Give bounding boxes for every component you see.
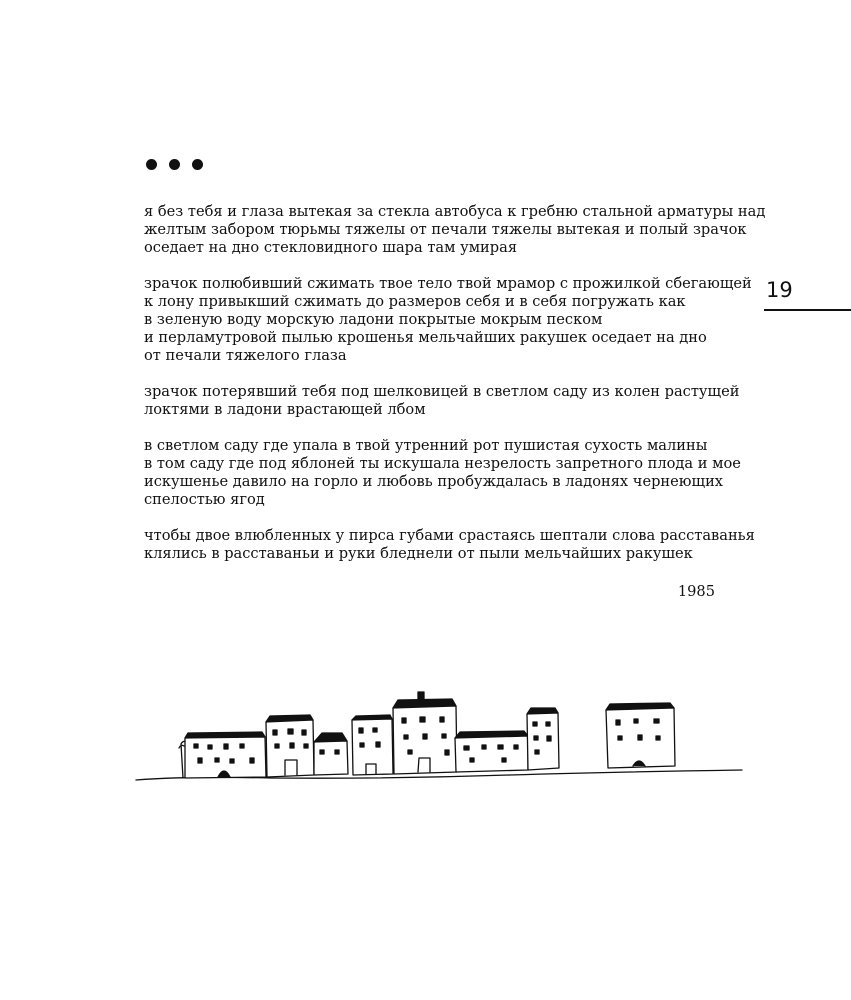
stanza — [144, 383, 744, 419]
poem-line: искушенье давило на горло и любовь пробуждалась в ладонях чернеющих — [144, 473, 724, 490]
building-middle — [352, 715, 393, 775]
stanza — [144, 527, 755, 563]
poem-line: желтым забором тюрьмы тяжелы от печали тяжелы вытекая и полый зрачок — [144, 221, 747, 238]
ornament-dot — [192, 159, 203, 170]
stanza — [144, 437, 744, 509]
poem-line: чтобы двое влюбленных у пирса губами срастаясь шептали слова расставанья — [144, 527, 755, 544]
poem-line: в том саду где под яблоней ты искушала незрелость запретного плода и мое — [144, 455, 741, 472]
building-wide — [455, 731, 528, 772]
poem-line: локтями в ладони врастающей лбом — [144, 401, 426, 418]
page-number: 19 — [766, 278, 793, 302]
ornament-dot — [146, 159, 157, 170]
poem-line: и перламутровой пылью крошенья мельчайших ракушек оседает на дно — [144, 329, 707, 346]
page-number-rule — [764, 309, 851, 311]
ornament-dot — [169, 159, 180, 170]
poem-line: от печали тяжелого глаза — [144, 347, 347, 364]
section-ornament-dots — [146, 159, 203, 170]
building-tall-left — [266, 715, 314, 777]
poem-line: к лону привыкший сжимать до размеров себя и в себя погружать как — [144, 293, 686, 310]
building-tallest — [393, 692, 457, 774]
building-right-middle — [527, 708, 559, 770]
building-small — [314, 733, 348, 775]
cityscape-illustration — [130, 680, 750, 800]
poem-line: я без тебя и глаза вытекая за стекла автобуса к гребню стальной арматуры над — [144, 203, 766, 220]
poem-line: спелостью ягод — [144, 491, 265, 508]
stanza — [144, 275, 752, 365]
poem-line: в зеленую воду морскую ладони покрытые мокрым песком — [144, 311, 603, 328]
poem-line: в светлом саду где упала в твой утренний рот пушистая сухость малины — [144, 437, 708, 454]
poem-line: клялись в расставаньи и руки бледнели от пыли мельчайших ракушек — [144, 545, 693, 562]
poem-line: зрачок полюбивший сжимать твое тело твой мрамор с прожилкой сбегающей — [144, 275, 752, 292]
poem-year: 1985 — [677, 583, 715, 600]
stanza — [144, 203, 766, 257]
building-left — [185, 732, 266, 778]
poem-line: оседает на дно стекловидного шара там умирая — [144, 239, 518, 256]
poem-line: зрачок потерявший тебя под шелковицей в светлом саду из колен растущей — [144, 383, 740, 400]
building-right — [606, 703, 675, 768]
poem-body — [144, 203, 766, 581]
